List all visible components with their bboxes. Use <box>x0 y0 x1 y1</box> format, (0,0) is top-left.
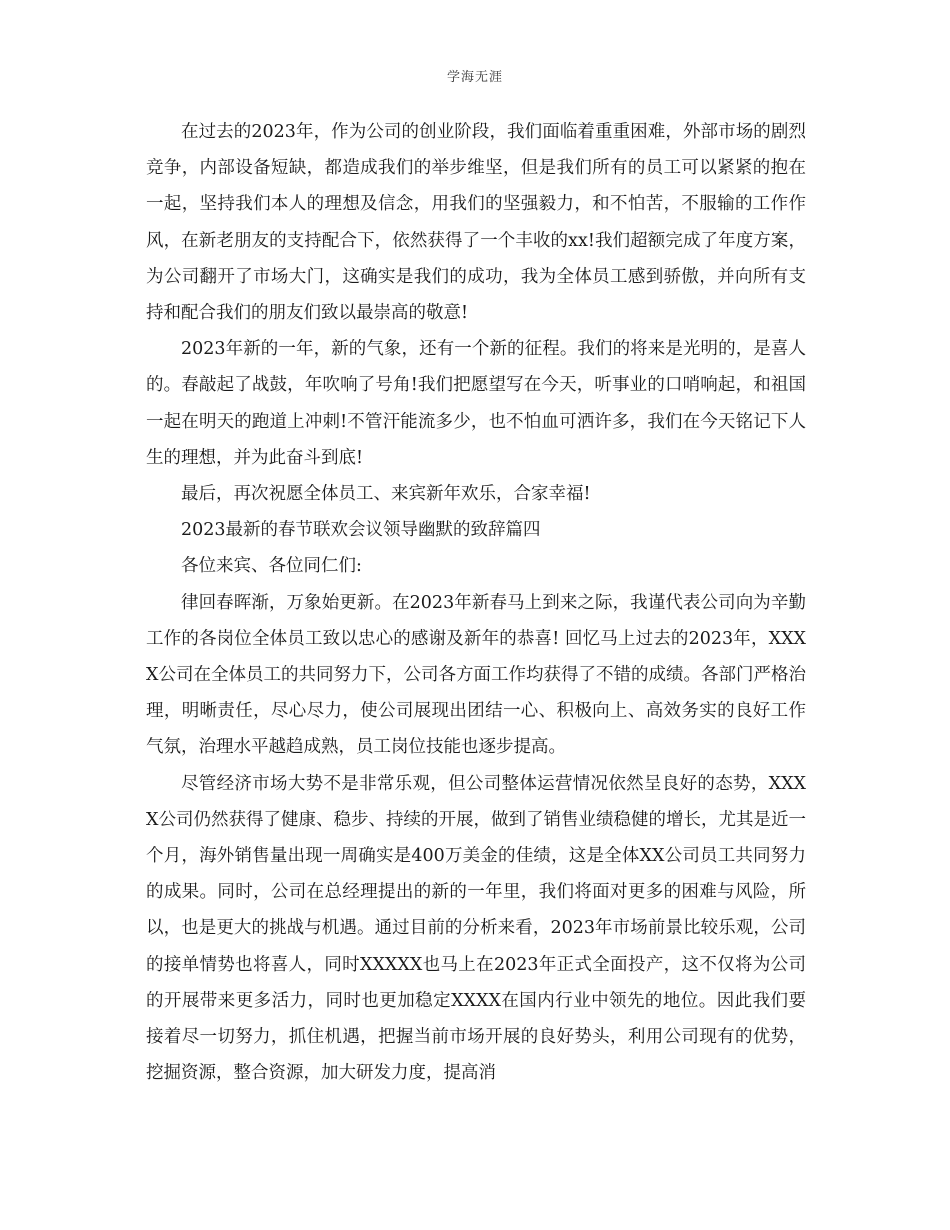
page-header: 学海无涯 <box>446 70 503 85</box>
paragraph-new-year-outlook: 2023年新的一年，新的气象，还有一个新的征程。我们的将来是光明的，是喜人的。春敲起了战鼓，年吹响了号角!我们把愿望写在今天，听事业的口哨响起，和祖国一起在明天的跑道上冲刺!不管汗能流多少，也不怕血可洒许多，我们在今天铭记下人生的理想，并为此奋斗到底! <box>146 339 806 468</box>
paragraph-market-situation: 尽管经济市场大势不是非常乐观，但公司整体运营情况依然呈良好的态势，XXXX公司仍然获得了健康、稳步、持续的开展，做到了销售业绩稳健的增长，尤其是近一个月，海外销售量出现一周确实是400万美金的佳绩，这是全体XX公司员工共同努力的成果。同时，公司在总经理提出的新的一年里，我们将面对更多的困难与风险，所以，也是更大的挑战与机遇。通过目前的分析来看，2023年市场前景比较乐观，公司的接单情势也将喜人，同时XXXXX也马上在2023年正式全面投产，这不仅将为公司的开展带来更多活力，同时也更加稳定XXXX在国内行业中领先的地位。因此我们要接着尽一切努力，抓住机遇，把握当前市场开展的良好势头，利用公司现有的优势，挖掘资源，整合资源，加大研发力度，提高消 <box>146 773 806 1084</box>
document-body <box>146 114 806 1091</box>
paragraph-review-2023: 在过去的2023年，作为公司的创业阶段，我们面临着重重困难，外部市场的剧烈竞争，内部设备短缺，都造成我们的举步维坚，但是我们所有的员工可以紧紧的抱在一起，坚持我们本人的理想及信念，用我们的坚强毅力，和不怕苦，不服输的工作作风，在新老朋友的支持配合下，依然获得了一个丰收的xx!我们超额完成了年度方案，为公司翻开了市场大门，这确实是我们的成功，我为全体员工感到骄傲，并向所有支持和配合我们的朋友们致以最崇高的敬意! <box>146 122 806 324</box>
paragraph-greeting: 律回春晖渐，万象始更新。在2023年新春马上到来之际，我谨代表公司向为辛勤工作的各岗位全体员工致以忠心的感谢及新年的恭喜! 回忆马上过去的2023年，XXXX公司在全体员工的共同努力下，公司各方面工作均获得了不错的成绩。各部门严格治理，明晰责任，尽心尽力，使公司展现出团结一心、积极向上、高效务实的良好工作气氛，治理水平越趋成熟，员工岗位技能也逐步提高。 <box>146 592 806 758</box>
section-heading: 2023最新的春节联欢会议领导幽默的致辞篇四 <box>181 520 541 541</box>
salutation: 各位来宾、各位同仁们: <box>181 556 362 577</box>
paragraph-closing-wishes: 最后，再次祝愿全体员工、来宾新年欢乐，合家幸福! <box>181 484 591 505</box>
